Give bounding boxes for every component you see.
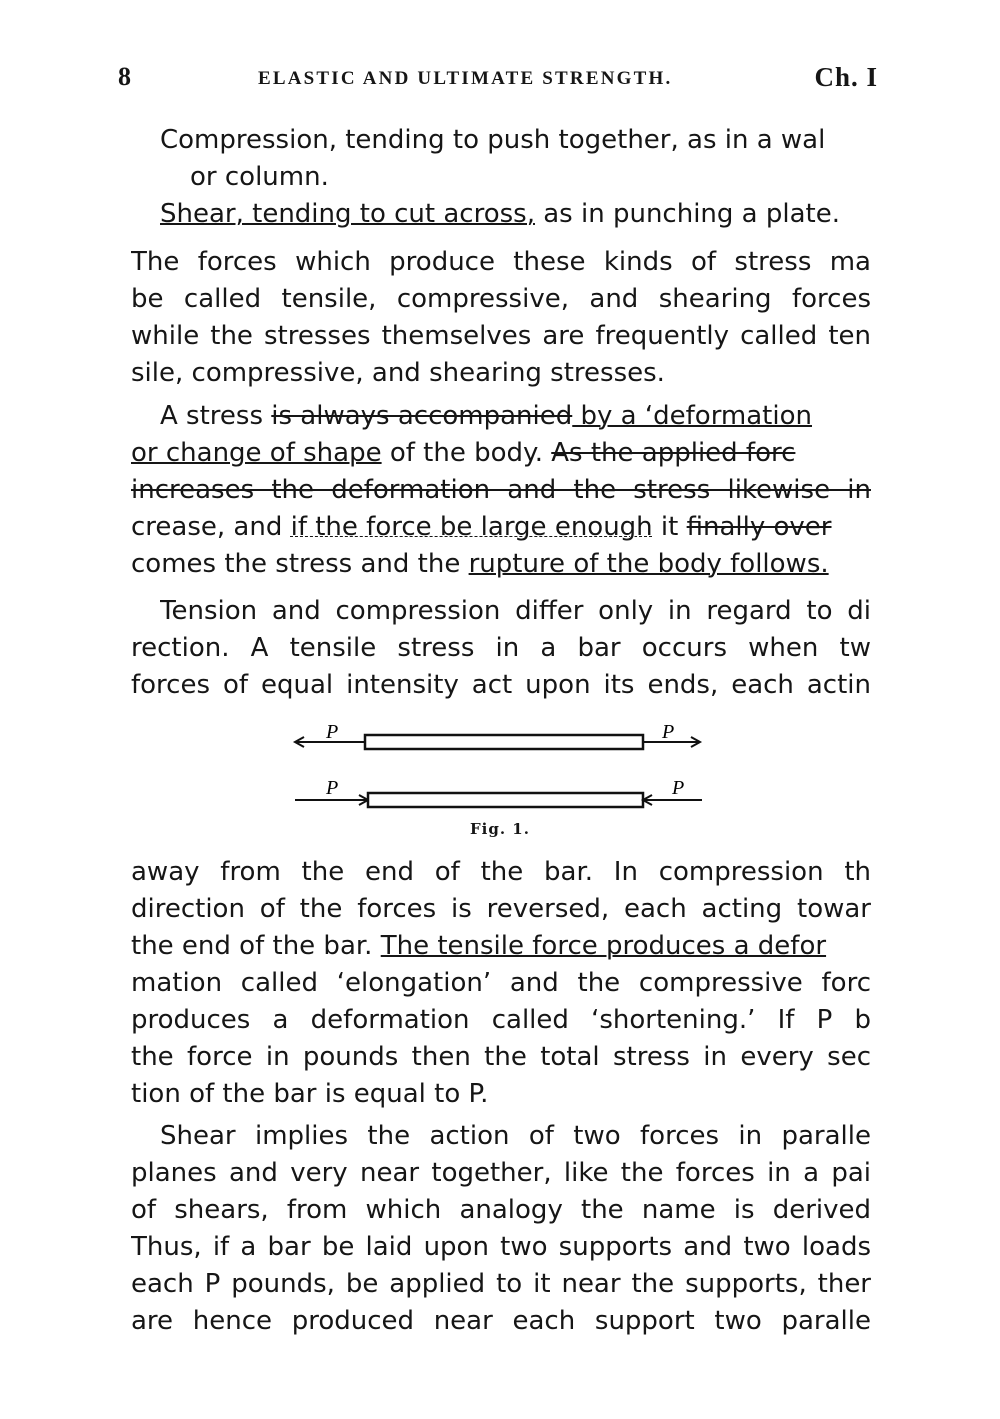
tension-bar xyxy=(295,721,700,749)
text-line: comes the stress and the rupture of the body follows. xyxy=(131,549,829,579)
text-line: mation called ‘elongation’ and the compressive forc xyxy=(131,968,871,998)
text-line: produces a deformation called ‘shortening.’ If P b xyxy=(131,1005,871,1035)
text-line: while the stresses themselves are frequently called ten xyxy=(131,321,871,351)
page-number: 8 xyxy=(118,62,131,91)
text-line: rection. A tensile stress in a bar occurs when tw xyxy=(131,633,871,663)
struck-phrase: finally over xyxy=(686,512,832,542)
text-line: forces of equal intensity act upon its ends, each actin xyxy=(131,670,871,700)
bar-rect xyxy=(368,793,643,807)
text-line: or column. xyxy=(190,162,329,192)
force-label: P xyxy=(662,721,675,743)
text-line: be called tensile, compressive, and shearing forces xyxy=(131,284,871,314)
text-line: Thus, if a bar be laid upon two supports and two loads xyxy=(131,1232,871,1262)
figure-caption: Fig. 1. xyxy=(470,820,530,838)
text-line: Shear, tending to cut across, as in punching a plate. xyxy=(160,199,840,229)
text-line: the force in pounds then the total stress in every sec xyxy=(131,1042,871,1072)
compression-bar xyxy=(295,777,702,807)
struck-phrase: As the applied forc xyxy=(551,438,796,468)
text-line: planes and very near together, like the forces in a pai xyxy=(131,1158,871,1188)
force-label: P xyxy=(672,777,685,799)
force-label: P xyxy=(326,721,339,743)
tension-compression-figure xyxy=(290,718,710,818)
underlined-phrase: if the force be large enough xyxy=(290,512,653,542)
underlined-phrase: Shear, tending to cut across, xyxy=(160,199,535,229)
running-title: ELASTIC AND ULTIMATE STRENGTH. xyxy=(258,68,673,89)
text-line: each P pounds, be applied to it near the supports, ther xyxy=(131,1269,871,1299)
text-line: The forces which produce these kinds of stress ma xyxy=(131,247,871,277)
chapter-label: Ch. I xyxy=(814,62,878,92)
text-line: increases the deformation and the stress likewise in xyxy=(131,475,871,505)
text-line: are hence produced near each support two paralle xyxy=(131,1306,871,1336)
text-line: Compression, tending to push together, as in a wal xyxy=(160,125,826,155)
underlined-phrase: The tensile force produces a defor xyxy=(380,931,827,961)
underlined-phrase: rupture of the body follows. xyxy=(468,549,829,579)
text-line: of shears, from which analogy the name is derived xyxy=(131,1195,871,1225)
text-line: direction of the forces is reversed, each acting towar xyxy=(131,894,871,924)
text-line: sile, compressive, and shearing stresses. xyxy=(131,358,665,388)
text-line: or change of shape of the body. As the applied forc xyxy=(131,438,796,468)
text-line: the end of the bar. The tensile force produces a defor xyxy=(131,931,827,961)
text-line: Shear implies the action of two forces in paralle xyxy=(160,1121,871,1151)
text-line: tion of the bar is equal to P. xyxy=(131,1079,489,1109)
force-label: P xyxy=(326,777,339,799)
underlined-phrase: or change of shape xyxy=(131,438,382,468)
text-line: crease, and if the force be large enough it finally over xyxy=(131,512,832,542)
text-line: A stress is always accompanied by a ‘deformation xyxy=(160,401,812,431)
text-line: away from the end of the bar. In compression th xyxy=(131,857,871,887)
text-line: Tension and compression differ only in regard to di xyxy=(160,596,871,626)
bar-rect xyxy=(365,735,643,749)
struck-phrase: is always accompanied xyxy=(271,401,573,431)
running-header xyxy=(118,62,878,98)
